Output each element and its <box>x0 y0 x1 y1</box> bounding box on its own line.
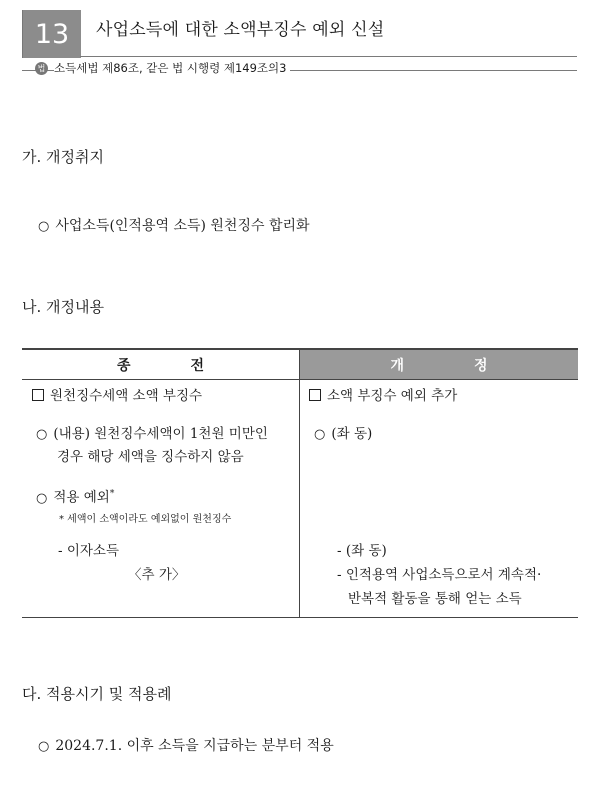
circle-bullet-icon: ○ <box>38 219 50 234</box>
before-item2 <box>36 483 114 510</box>
footnote-marker: * <box>109 489 115 499</box>
after-box-item-text: 소액 부징수 예외 추가 <box>327 388 458 404</box>
table-header-before: 종전 <box>22 350 299 379</box>
after-item4-line1: - 인적용역 사업소득으로서 계속적· <box>337 567 542 583</box>
before-item1-line1: (내용) 원천징수세액이 1천원 미만인 <box>53 426 268 442</box>
before-item2-text: 적용 예외 <box>53 489 110 506</box>
table-column-divider <box>299 348 300 618</box>
square-bullet-icon <box>32 389 44 401</box>
section-c-bullet-text: 2024.7.1. 이후 소득을 지급하는 분부터 적용 <box>55 738 334 754</box>
page-title: 사업소득에 대한 소액부징수 예외 신설 <box>96 20 385 40</box>
after-box-item <box>309 385 457 407</box>
table-bottom-rule <box>22 617 578 618</box>
before-item2-note: * 세액이 소액이라도 예외없이 원천징수 <box>59 514 232 525</box>
after-item4-line2: 반복적 활동을 통해 얻는 소득 <box>348 591 522 607</box>
section-c-title: 다. 적용시기 및 적용례 <box>22 685 172 703</box>
square-bullet-icon <box>309 389 321 401</box>
comparison-table <box>22 348 578 618</box>
after-item1-text: (좌 동) <box>331 426 373 442</box>
circle-bullet-icon: ○ <box>36 490 48 506</box>
before-box-item <box>32 385 202 407</box>
circle-bullet-icon: ○ <box>314 427 326 442</box>
table-header-rule <box>22 379 578 380</box>
section-number-badge: 13 <box>22 10 81 58</box>
section-a-title: 가. 개정취지 <box>22 148 104 166</box>
before-item3-add: 〈추 가〉 <box>128 567 186 583</box>
after-item1 <box>314 423 372 446</box>
section-b-title: 나. 개정내용 <box>22 298 104 316</box>
section-a-bullet-text: 사업소득(인적용역 소득) 원천징수 합리화 <box>55 218 310 234</box>
section-a-bullet <box>38 215 310 235</box>
law-ref-icon: 법 <box>35 62 48 75</box>
before-item3: - 이자소득 <box>58 543 120 559</box>
table-header-after: 개정 <box>300 350 578 379</box>
before-item1 <box>36 423 268 446</box>
before-item1-line2: 경우 해당 세액을 징수하지 않음 <box>57 449 244 465</box>
header-rule-top <box>80 56 577 57</box>
after-item3: - (좌 동) <box>337 543 387 559</box>
section-c-bullet <box>38 735 334 755</box>
law-reference: 소득세법 제86조, 같은 법 시행령 제149조의3 <box>54 60 290 76</box>
before-box-item-text: 원천징수세액 소액 부징수 <box>50 388 203 404</box>
circle-bullet-icon: ○ <box>38 739 50 754</box>
circle-bullet-icon: ○ <box>36 427 48 442</box>
